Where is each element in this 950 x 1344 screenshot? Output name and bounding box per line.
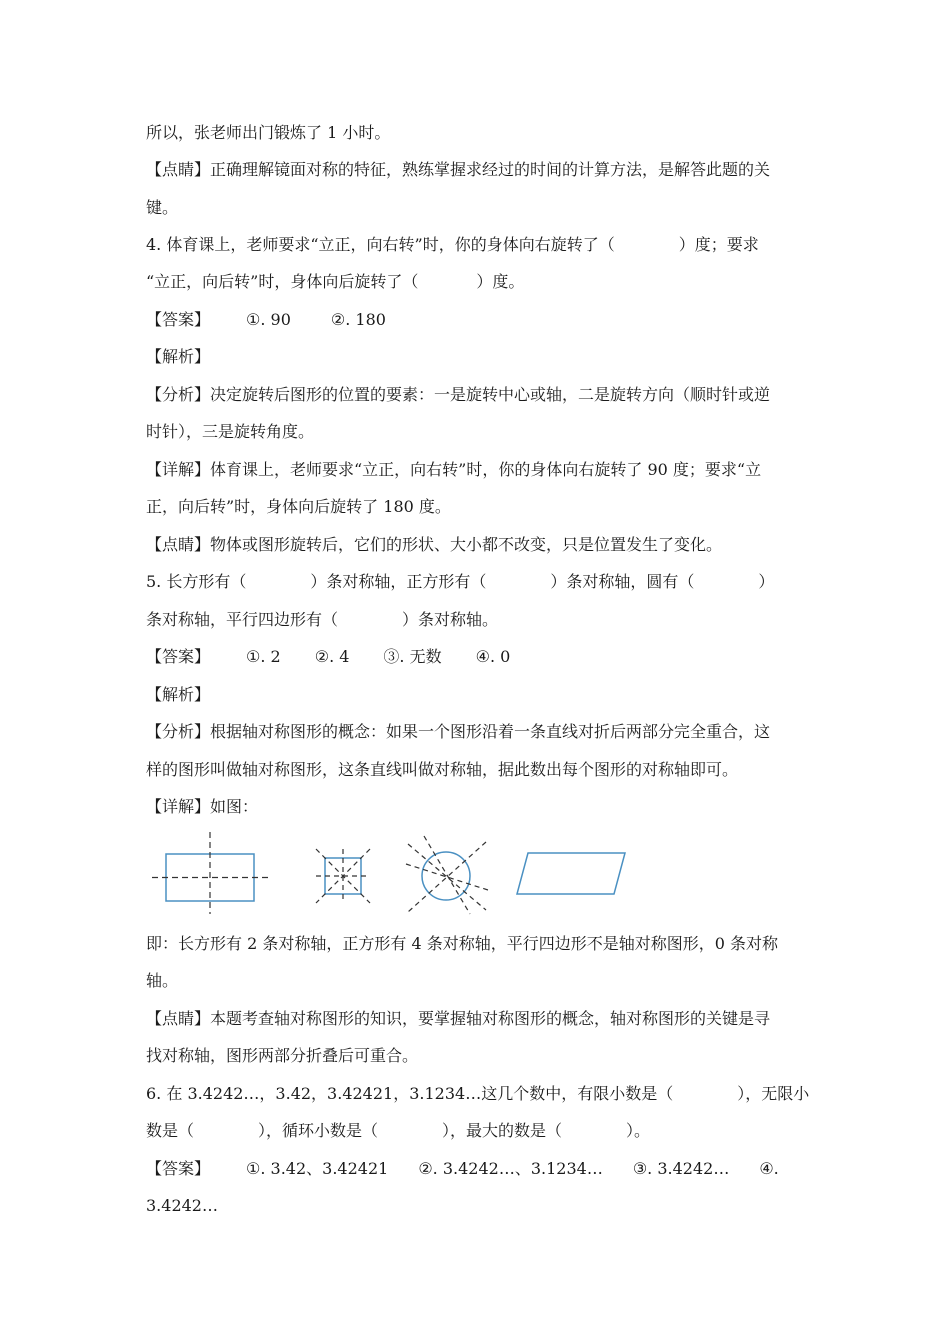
circle-shape [406, 836, 488, 914]
answer-6-continued: 3.4242… [146, 1196, 218, 1215]
analysis-heading: 【解析】 [146, 347, 211, 366]
question-4-line2 [146, 271, 810, 293]
answer-label: 【答案】 [146, 647, 211, 666]
text-line: 所以，张老师出门锻炼了 1 小时。 [146, 123, 391, 142]
rectangle-shape [152, 832, 268, 914]
answer-item: ③. 3.4242… [632, 1159, 730, 1178]
text-line: 即：长方形有 2 条对称轴，正方形有 4 条对称轴，平行四边形不是轴对称图形，0 条对称 [146, 934, 778, 953]
answer-6 [146, 1158, 810, 1180]
question-6-text: 6. 在 3.4242…，3.42，3.42421，3.1234…这几个数中，有限小数是（ [146, 1084, 674, 1103]
question-5-text: ） [758, 572, 775, 591]
question-5-text: ）条对称轴，正方形有（ [310, 572, 487, 591]
question-5-text: ）条对称轴。 [402, 610, 499, 629]
text-line: 【详解】如图： [146, 797, 259, 816]
question-6-text: ），最大的数是（ [442, 1121, 563, 1140]
answer-item: ④. 0 [475, 647, 511, 666]
axis-line [424, 836, 470, 914]
text-line: 【点睛】物体或图形旋转后，它们的形状、大小都不改变，只是位置发生了变化。 [146, 535, 723, 554]
answer-item: ①. 90 [246, 310, 291, 329]
text-line: 轴。 [146, 971, 179, 990]
question-4-text: ）度。 [476, 272, 525, 291]
answer-item: ①. 3.42、3.42421 [246, 1159, 389, 1178]
question-6-text: 数是（ [146, 1121, 195, 1140]
text-line: 正，向后转”时，身体向后旋转了 180 度。 [146, 497, 451, 516]
text-line: 【详解】体育课上，老师要求“立正，向右转”时，你的身体向右旋转了 90 度；要求“立 [146, 460, 762, 479]
text-line: 时针），三是旋转角度。 [146, 422, 315, 441]
answer-4 [146, 309, 810, 331]
question-6-text: ），无限小 [737, 1084, 810, 1103]
question-4-text: 4. 体育课上，老师要求“立正，向右转”时，你的身体向右旋转了（ [146, 235, 615, 254]
text-line: 【分析】根据轴对称图形的概念：如果一个图形沿着一条直线对折后两部分完全重合，这 [146, 722, 771, 741]
question-5-line2 [146, 609, 810, 631]
question-6-line2 [146, 1120, 810, 1142]
question-4-text: ）度；要求 [678, 235, 759, 254]
question-6-text: ）。 [626, 1121, 651, 1140]
question-5-line1 [146, 571, 810, 593]
analysis-heading: 【解析】 [146, 685, 211, 704]
answer-5 [146, 646, 810, 668]
answer-item: ④. [759, 1159, 779, 1178]
answer-item: ③. 无数 [383, 647, 442, 666]
question-5-text: ）条对称轴，圆有（ [550, 572, 695, 591]
text-line: 【点睛】正确理解镜面对称的特征，熟练掌握求经过的时间的计算方法，是解答此题的关 [146, 160, 771, 179]
answer-item: ②. 180 [330, 310, 386, 329]
answer-label: 【答案】 [146, 310, 211, 329]
answer-item: ②. 4 [314, 647, 350, 666]
text-line: 样的图形叫做轴对称图形，这条直线叫做对称轴，据此数出每个图形的对称轴即可。 [146, 760, 739, 779]
answer-item: ①. 2 [246, 647, 281, 666]
text-line: 键。 [146, 198, 179, 217]
parallelogram-shape [517, 853, 625, 894]
question-5-text: 条对称轴，平行四边形有（ [146, 610, 339, 629]
square-shape [316, 849, 370, 903]
text-line: 找对称轴，图形两部分折叠后可重合。 [146, 1046, 419, 1065]
question-6-text: ），循环小数是（ [258, 1121, 379, 1140]
text-line: 【点睛】本题考查轴对称图形的知识，要掌握轴对称图形的概念，轴对称图形的关键是寻 [146, 1009, 771, 1028]
question-6-line1 [146, 1083, 810, 1105]
answer-item: ②. 3.4242…、3.1234… [418, 1159, 603, 1178]
text-line: 【分析】决定旋转后图形的位置的要素：一是旋转中心或轴，二是旋转方向（顺时针或逆 [146, 385, 771, 404]
symmetry-axes-figure [150, 830, 630, 916]
axis-line [406, 864, 488, 890]
question-4-text: “立正，向后转”时，身体向后旋转了（ [146, 272, 419, 291]
answer-label: 【答案】 [146, 1159, 211, 1178]
question-4-line1 [146, 234, 810, 256]
question-5-text: 5. 长方形有（ [146, 572, 247, 591]
